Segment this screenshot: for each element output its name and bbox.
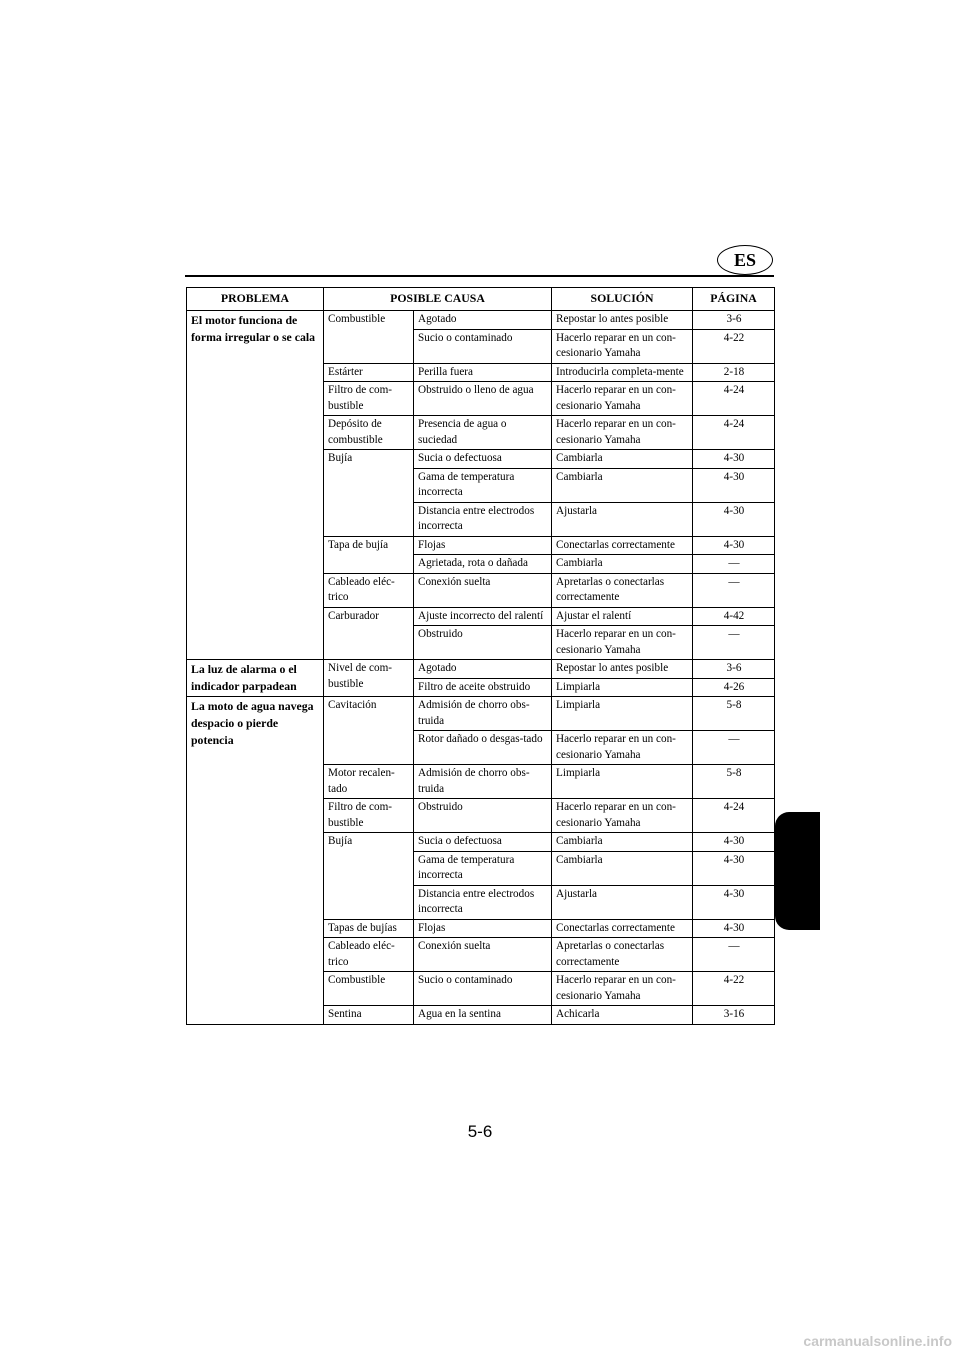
page-cell: 3-16 <box>693 1006 775 1025</box>
cause-detail-cell: Obstruido <box>414 799 552 833</box>
cause-detail-cell: Gama de temperatura incorrecta <box>414 468 552 502</box>
page-cell: 4-30 <box>693 833 775 852</box>
cause-cell: Sentina <box>324 1006 414 1025</box>
chapter-tab <box>775 812 820 930</box>
page-cell: 4-26 <box>693 678 775 697</box>
page-cell: 4-24 <box>693 382 775 416</box>
solution-cell: Ajustarla <box>552 885 693 919</box>
cause-detail-cell: Conexión suelta <box>414 573 552 607</box>
problem-cell: La moto de agua navega despacio o pierde potencia <box>187 697 324 1025</box>
solution-cell: Limpiarla <box>552 765 693 799</box>
page-cell: 4-30 <box>693 502 775 536</box>
page-cell: 4-42 <box>693 607 775 626</box>
solution-cell: Hacerlo reparar en un con-cesionario Yamaha <box>552 626 693 660</box>
cause-detail-cell: Perilla fuera <box>414 363 552 382</box>
solution-cell: Achicarla <box>552 1006 693 1025</box>
page-cell: — <box>693 938 775 972</box>
cause-cell: Carburador <box>324 607 414 660</box>
table-row <box>187 697 775 731</box>
table-header <box>187 288 775 311</box>
solution-cell: Introducirla completa-mente <box>552 363 693 382</box>
page-cell: — <box>693 626 775 660</box>
cause-detail-cell: Conexión suelta <box>414 938 552 972</box>
table-row <box>187 311 775 330</box>
solution-cell: Cambiarla <box>552 555 693 574</box>
solution-cell: Ajustar el ralentí <box>552 607 693 626</box>
solution-cell: Cambiarla <box>552 833 693 852</box>
cause-detail-cell: Agrietada, rota o dañada <box>414 555 552 574</box>
solution-cell: Conectarlas correctamente <box>552 919 693 938</box>
cause-cell: Estárter <box>324 363 414 382</box>
solution-cell: Cambiarla <box>552 468 693 502</box>
page-cell: 4-24 <box>693 799 775 833</box>
cause-cell: Filtro de com-bustible <box>324 382 414 416</box>
page-cell: 4-30 <box>693 919 775 938</box>
page-cell: 4-30 <box>693 450 775 469</box>
cause-cell: Tapa de bujía <box>324 536 414 573</box>
cause-cell: Combustible <box>324 311 414 364</box>
cause-cell: Cavitación <box>324 697 414 765</box>
page-cell: — <box>693 573 775 607</box>
solution-cell: Ajustarla <box>552 502 693 536</box>
solution-cell: Hacerlo reparar en un con-cesionario Yamaha <box>552 329 693 363</box>
page-cell: 5-8 <box>693 765 775 799</box>
page-cell: 4-24 <box>693 416 775 450</box>
troubleshooting-table <box>186 287 775 1025</box>
header-rule <box>185 275 774 277</box>
problem-cell: El motor funciona de forma irregular o se cala <box>187 311 324 660</box>
cause-detail-cell: Sucia o defectuosa <box>414 833 552 852</box>
cause-cell: Tapas de bujías <box>324 919 414 938</box>
cause-cell: Nivel de com-bustible <box>324 660 414 697</box>
solution-cell: Conectarlas correctamente <box>552 536 693 555</box>
cause-detail-cell: Sucio o contaminado <box>414 329 552 363</box>
column-header-cause: POSIBLE CAUSA <box>324 288 552 311</box>
solution-cell: Cambiarla <box>552 851 693 885</box>
solution-cell: Hacerlo reparar en un con-cesionario Yamaha <box>552 972 693 1006</box>
watermark: carmanualsonline.info <box>803 1333 952 1349</box>
cause-cell: Cableado eléc-trico <box>324 938 414 972</box>
page-number: 5-6 <box>467 1122 493 1141</box>
cause-detail-cell: Presencia de agua o suciedad <box>414 416 552 450</box>
cause-detail-cell: Admisión de chorro obs-truida <box>414 697 552 731</box>
solution-cell: Limpiarla <box>552 697 693 731</box>
cause-cell: Combustible <box>324 972 414 1006</box>
cause-cell: Motor recalen-tado <box>324 765 414 799</box>
cause-detail-cell: Sucia o defectuosa <box>414 450 552 469</box>
page-cell: 4-30 <box>693 851 775 885</box>
cause-detail-cell: Flojas <box>414 919 552 938</box>
cause-detail-cell: Distancia entre electrodos incorrecta <box>414 502 552 536</box>
solution-cell: Hacerlo reparar en un con-cesionario Yamaha <box>552 731 693 765</box>
cause-detail-cell: Filtro de aceite obstruido <box>414 678 552 697</box>
cause-detail-cell: Rotor dañado o desgas-tado <box>414 731 552 765</box>
column-header-page: PÁGINA <box>693 288 775 311</box>
cause-detail-cell: Flojas <box>414 536 552 555</box>
page-cell: 4-22 <box>693 972 775 1006</box>
solution-cell: Apretarlas o conectarlas correctamente <box>552 938 693 972</box>
solution-cell: Cambiarla <box>552 450 693 469</box>
cause-detail-cell: Sucio o contaminado <box>414 972 552 1006</box>
cause-cell: Bujía <box>324 450 414 537</box>
table-body <box>187 311 775 1025</box>
cause-cell: Bujía <box>324 833 414 920</box>
cause-detail-cell: Gama de temperatura incorrecta <box>414 851 552 885</box>
cause-detail-cell: Ajuste incorrecto del ralentí <box>414 607 552 626</box>
cause-detail-cell: Obstruido o lleno de agua <box>414 382 552 416</box>
page-cell: 3-6 <box>693 311 775 330</box>
cause-detail-cell: Agotado <box>414 660 552 679</box>
cause-cell: Cableado eléc-trico <box>324 573 414 607</box>
cause-cell: Depósito de combustible <box>324 416 414 450</box>
solution-cell: Hacerlo reparar en un con-cesionario Yamaha <box>552 416 693 450</box>
page-cell: — <box>693 731 775 765</box>
language-badge: ES <box>717 245 773 275</box>
cause-detail-cell: Admisión de chorro obs-truida <box>414 765 552 799</box>
problem-cell: La luz de alarma o el indicador parpadean <box>187 660 324 697</box>
solution-cell: Hacerlo reparar en un con-cesionario Yamaha <box>552 382 693 416</box>
cause-detail-cell: Agua en la sentina <box>414 1006 552 1025</box>
solution-cell: Limpiarla <box>552 678 693 697</box>
column-header-problem: PROBLEMA <box>187 288 324 311</box>
cause-detail-cell: Distancia entre electrodos incorrecta <box>414 885 552 919</box>
page-cell: 4-30 <box>693 536 775 555</box>
cause-detail-cell: Agotado <box>414 311 552 330</box>
page-cell: 5-8 <box>693 697 775 731</box>
cause-cell: Filtro de com-bustible <box>324 799 414 833</box>
page-cell: 4-30 <box>693 885 775 919</box>
solution-cell: Repostar lo antes posible <box>552 660 693 679</box>
solution-cell: Hacerlo reparar en un con-cesionario Yamaha <box>552 799 693 833</box>
page-cell: — <box>693 555 775 574</box>
page-cell: 4-30 <box>693 468 775 502</box>
table-row <box>187 660 775 679</box>
cause-detail-cell: Obstruido <box>414 626 552 660</box>
solution-cell: Repostar lo antes posible <box>552 311 693 330</box>
page-cell: 2-18 <box>693 363 775 382</box>
column-header-solution: SOLUCIÓN <box>552 288 693 311</box>
page-cell: 3-6 <box>693 660 775 679</box>
solution-cell: Apretarlas o conectarlas correctamente <box>552 573 693 607</box>
page-cell: 4-22 <box>693 329 775 363</box>
